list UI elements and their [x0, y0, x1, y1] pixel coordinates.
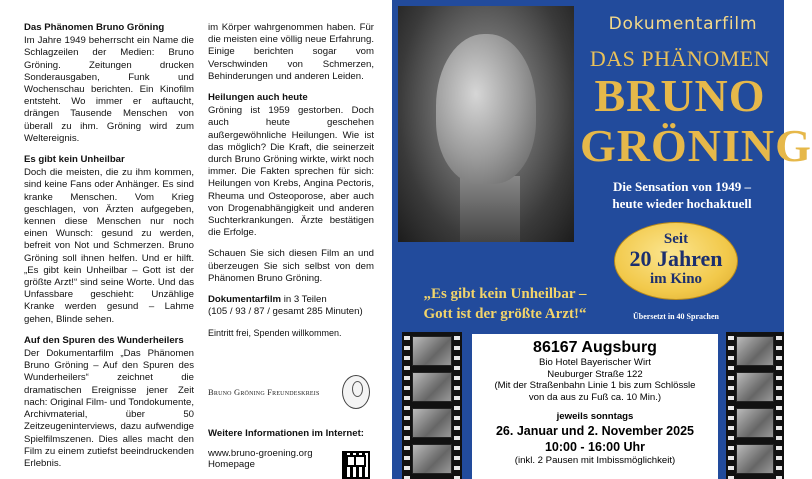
venue-note-line2: von da aus zu Fuß ca. 10 Min.) — [528, 391, 662, 403]
section-body: Im Jahre 1949 beherrscht ein Name die Schlagzeilen der Medien: Bruno Gröning. Zeitungen drucken Sonderausgaben, Funk und Wochenschau berichten. Ein Kinofilm entsteht. Wo immer er auftaucht, drängen Tausende Menschen von überall zu ihm. Gröning wird zum Weltereignis. — [24, 35, 194, 144]
middle-text-column — [208, 22, 374, 340]
translated-note: Übersetzt in 40 Sprachen — [633, 312, 719, 321]
portrait-logo-icon — [342, 375, 370, 409]
film-strip-left — [402, 332, 462, 479]
entry-info: Eintritt frei, Spenden willkommen. — [208, 328, 342, 339]
left-text-column — [24, 22, 194, 470]
quote-line2: Gott ist der größte Arzt!“ — [423, 306, 587, 322]
seal-line2: 20 Jahren — [629, 246, 723, 271]
poster-title-line3: GRÖNING — [580, 120, 812, 171]
venue-box — [472, 334, 718, 479]
venue-time: 10:00 - 16:00 Uhr — [544, 439, 646, 454]
poster-subtitle — [584, 178, 780, 212]
venue-city: 86167 Augsburg — [533, 339, 657, 356]
freundeskreis-logo — [208, 372, 374, 412]
portrait-photo — [398, 6, 574, 242]
venue-street: Neuburger Straße 122 — [547, 368, 643, 380]
info-heading: Weitere Informationen im Internet: — [208, 428, 365, 439]
poster-title-line1: DAS PHÄNOMEN — [589, 46, 771, 71]
film-info-bold: Dokumentarfilm — [208, 294, 282, 306]
film-minutes: (105 / 93 / 87 / gesamt 285 Minuten) — [208, 306, 363, 318]
section-body: Der Dokumentarfilm „Das Phänomen Bruno Gröning – Auf den Spuren des Wunderheilers“ zeichnet die dramatischen Ereignisse jener Zeit nach: Original Film- und Tondokumente, Archivmaterial, über 50 Zeitzeugeninterviews, dazu aufwendige Spielfilmszenen. Dies alles macht den Film zu einem zutiefst beeindruckenden Erlebnis. — [24, 348, 194, 469]
seal-line1: Seit — [663, 231, 689, 247]
film-frame — [736, 408, 774, 438]
venue-when: jeweils sonntags — [556, 411, 634, 423]
venue-note-line1: (Mit der Straßenbahn Linie 1 bis zum Schlössle — [494, 380, 696, 392]
film-strip-right — [726, 332, 784, 479]
film-info-rest: in 3 Teilen — [281, 294, 327, 306]
film-frame — [412, 372, 452, 402]
venue-place: Bio Hotel Bayerischer Wirt — [539, 357, 651, 368]
film-frame — [736, 444, 774, 474]
photo-face — [436, 34, 536, 184]
film-info — [208, 294, 374, 306]
poster-quote — [400, 284, 610, 324]
quote-line1: „Es gibt kein Unheilbar – — [423, 286, 587, 302]
film-frame — [412, 444, 452, 474]
logo-text: Bruno Gröning Freundeskreis — [208, 387, 320, 397]
subtitle-line1: Die Sensation von 1949 – — [613, 179, 751, 194]
section-heading: Auf den Spuren des Wunderheilers — [24, 334, 184, 346]
heal-heading: Heilungen auch heute — [208, 92, 308, 104]
poster-kicker: Dokumentarfilm — [608, 14, 758, 34]
qr-code-icon — [342, 451, 370, 479]
info-links — [208, 448, 313, 470]
poster-title-line2: BRUNO — [594, 70, 766, 121]
intro-paragraph: im Körper wahrgenommen haben. Für die meisten eine völlig neue Erfahrung. Einige berichten sogar vom Verschwinden von Schmerzen, Behinderungen und anderen Leiden. — [208, 22, 374, 82]
section-heading: Das Phänomen Bruno Gröning — [24, 22, 165, 33]
section-body: Doch die meisten, die zu ihm kommen, sind keine Fans oder Anhänger. Es sind kranke Menschen. Vom Krieg geschlagen, von Ärzten aufgegeben, kennen diese Menschen nur noch einen Wunsch: gesund zu werden, befreit von Not und Schmerzen. Bruno Gröning soll ihnen helfen. Und er hilft. „Es gibt kein Unheilbar – Gott ist der größte Arzt!“ sind seine Worte. Und das Unfassbare geschieht: Unzählige Kranke werden gesund – Lahme gehen, Blinde sehen. — [24, 167, 194, 325]
website-link[interactable]: www.bruno-groening.org — [208, 448, 313, 459]
invite-paragraph: Schauen Sie sich diesen Film an und überzeugen Sie sich selbst von dem Phänomen Bruno Gröning. — [208, 248, 374, 284]
photo-neck — [460, 176, 520, 242]
venue-dates: 26. Januar und 2. November 2025 — [495, 423, 694, 438]
homepage-label: Homepage — [208, 459, 255, 470]
film-frame — [736, 336, 774, 366]
film-frame — [412, 408, 452, 438]
seal-line3: im Kino — [649, 271, 703, 287]
venue-breaks: (inkl. 2 Pausen mit Imbissmöglichkeit) — [514, 454, 676, 466]
heal-paragraph: Gröning ist 1959 gestorben. Doch auch heute geschehen außergewöhnliche Heilungen. Wie ist das möglich? Die Kraft, die seinerzeit durch Bruno Gröning wirkte, wirkt noch immer. Die Fakten sprechen für sich: Heilungen von Krebs, Angina Pectoris, Rheuma und Osteoporose, aber auch von Drogenabhängigkeit und anderen Suchterkrankungen. Ärzte bestätigen die Erfolge. — [208, 105, 374, 239]
subtitle-line2: heute wieder hochaktuell — [612, 196, 752, 211]
anniversary-seal — [614, 222, 738, 300]
section-heading: Es gibt kein Unheilbar — [24, 154, 125, 166]
film-frame — [736, 372, 774, 402]
film-frame — [412, 336, 452, 366]
poster-panel — [392, 0, 812, 479]
